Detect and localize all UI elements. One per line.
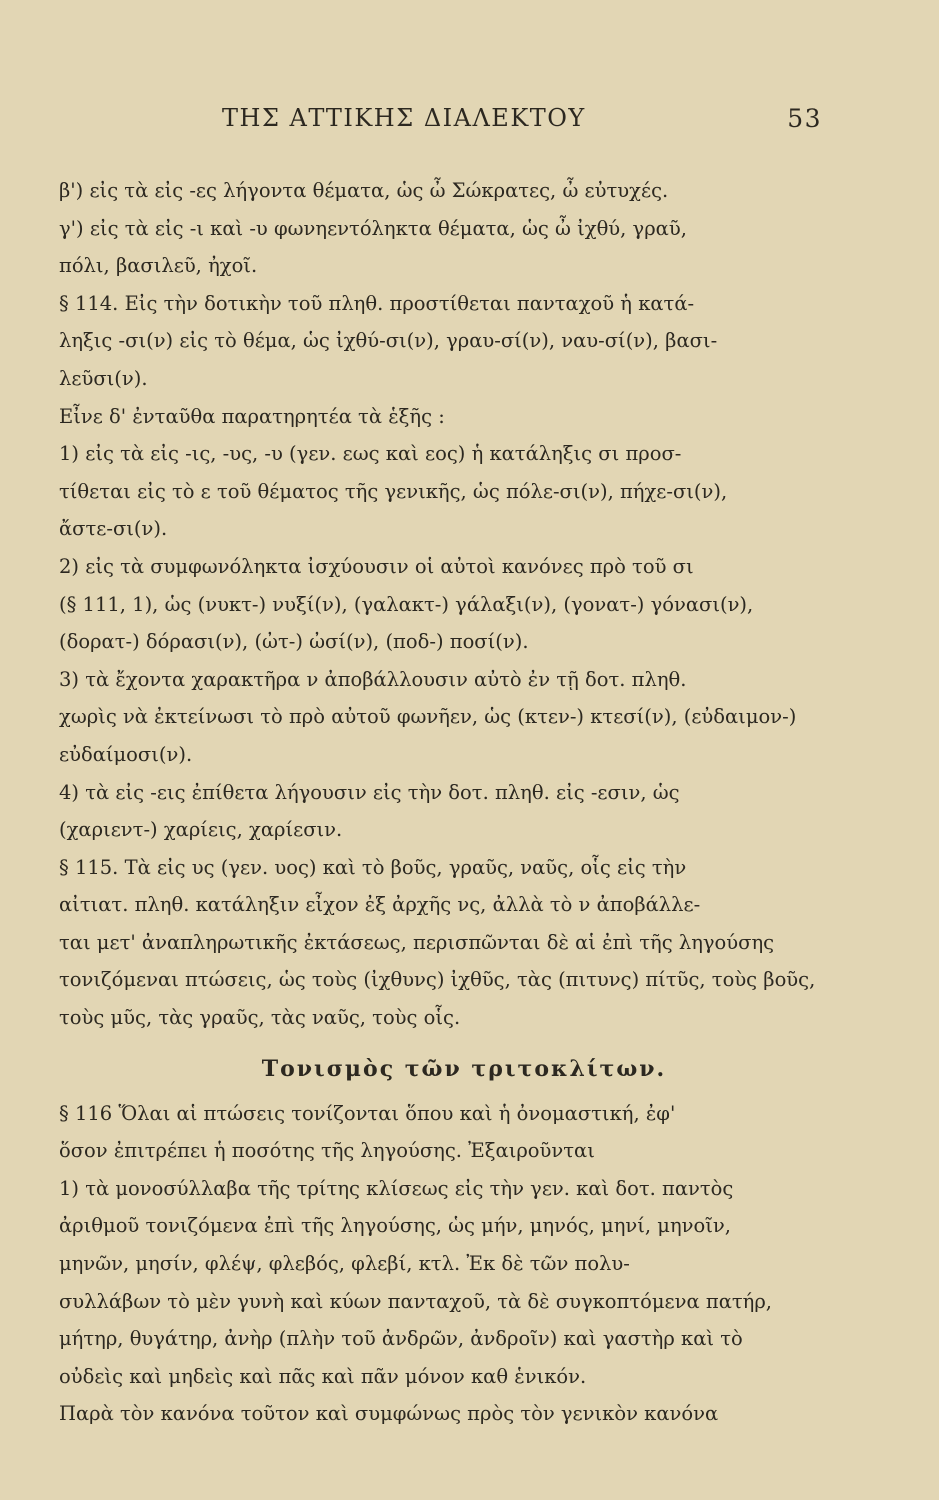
text-line: β') εἰς τὰ εἰς -ες λήγοντα θέματα, ὡς ὦ Σώκρατες, ὦ εὐτυχές. bbox=[59, 179, 669, 202]
text-line: § 116 Ὅλαι αἱ πτώσεις τονίζονται ὅπου καὶ ἡ ὀνομαστική, ἐφ' bbox=[59, 1101, 676, 1125]
text-line: Παρὰ τὸν κανόνα τοῦτον καὶ συμφώνως πρὸς τὸν γενικὸν κανόνα bbox=[59, 1402, 719, 1426]
text-line: ται μετ' ἀναπληρωτικῆς ἐκτάσεως, περισπῶνται δὲ αἱ ἐπὶ τῆς ληγούσης bbox=[59, 930, 775, 954]
text-line: ἄστε-σι(ν). bbox=[59, 517, 168, 541]
text-line: 1) τὰ μονοσύλλαβα τῆς τρίτης κλίσεως εἰς τὴν γεν. καὶ δοτ. παντὸς bbox=[59, 1176, 734, 1200]
text-line: οὐδεὶς καὶ μηδεὶς καὶ πᾶς καὶ πᾶν μόνον καθ ἑνικόν. bbox=[59, 1364, 587, 1388]
text-line: 1) εἰς τὰ εἰς -ις, -υς, -υ (γεν. εως καὶ εος) ἡ κατάληξις σι προσ- bbox=[59, 442, 682, 466]
text-line: λεῦσι(ν). bbox=[59, 366, 148, 390]
running-title: ΤΗΣ ΑΤΤΙΚΗΣ ΔΙΑΛΕΚΤΟΥ bbox=[222, 104, 586, 132]
text-line: τοὺς μῦς, τὰς γραῦς, τὰς ναῦς, τοὺς οἷς. bbox=[59, 1006, 461, 1030]
text-line: συλλάβων τὸ μὲν γυνὴ καὶ κύων πανταχοῦ, τὰ δὲ συγκοπτόμενα πατήρ, bbox=[59, 1289, 772, 1313]
text-line: ληξις -σι(ν) εἰς τὸ θέμα, ὡς ἰχθύ-σι(ν), γραυ-σί(ν), ναυ-σί(ν), βασι- bbox=[59, 329, 718, 353]
text-line: πόλι, βασιλεῦ, ἠχοῖ. bbox=[59, 254, 258, 278]
text-line: 4) τὰ εἰς -εις ἐπίθετα λήγουσιν εἰς τὴν δοτ. πληθ. εἰς -εσιν, ὡς bbox=[59, 780, 680, 804]
body-text bbox=[59, 172, 819, 1433]
section-heading: Τονισμὸς τῶν τριτοκλίτων. bbox=[261, 1055, 667, 1082]
text-line: (χαριεντ-) χαρίεις, χαρίεσιν. bbox=[59, 818, 343, 842]
text-line: εὐδαίμοσι(ν). bbox=[59, 742, 193, 766]
text-line: ὅσον ἐπιτρέπει ἡ ποσότης τῆς ληγούσης. Ἐξαιροῦνται bbox=[59, 1139, 595, 1163]
text-line: Εἶνε δ' ἐνταῦθα παρατηρητέα τὰ ἑξῆς : bbox=[59, 404, 445, 428]
text-line: αἰτιατ. πληθ. κατάληξιν εἶχον ἐξ ἀρχῆς νς, ἀλλὰ τὸ ν ἀποβάλλε- bbox=[59, 893, 701, 917]
text-line: 2) εἰς τὰ συμφωνόληκτα ἰσχύουσιν οἱ αὐτοὶ κανόνες πρὸ τοῦ σι bbox=[59, 554, 694, 578]
text-line: χωρὶς νὰ ἐκτείνωσι τὸ πρὸ αὐτοῦ φωνῆεν, ὡς (κτεν-) κτεσί(ν), (εὐδαιμον-) bbox=[59, 705, 797, 729]
text-line: γ') εἰς τὰ εἰς -ι καὶ -υ φωνηεντόληκτα θέματα, ὡς ὦ ἰχθύ, γραῦ, bbox=[59, 216, 687, 240]
text-line: (§ 111, 1), ὡς (νυκτ-) νυξί(ν), (γαλακτ-) γάλαξι(ν), (γονατ-) γόνασι(ν), bbox=[59, 592, 754, 616]
text-line: μήτηρ, θυγάτηρ, ἀνὴρ (πλὴν τοῦ ἀνδρῶν, ἀνδροῖν) καὶ γαστὴρ καὶ τὸ bbox=[59, 1327, 743, 1351]
running-header bbox=[222, 104, 822, 144]
text-line: ἀριθμοῦ τονιζόμενα ἐπὶ τῆς ληγούσης, ὡς μήν, μηνός, μηνί, μηνοῖν, bbox=[59, 1214, 731, 1238]
text-line: § 114. Εἰς τὴν δοτικὴν τοῦ πληθ. προστίθεται πανταχοῦ ἡ κατά- bbox=[59, 291, 695, 315]
text-line: τονιζόμεναι πτώσεις, ὡς τοὺς (ἰχθυνς) ἰχθῦς, τὰς (πιτυνς) πίτῦς, τοὺς βοῦς, bbox=[59, 968, 816, 992]
text-line: 3) τὰ ἔχοντα χαρακτῆρα ν ἀποβάλλουσιν αὐτὸ ἐν τῇ δοτ. πληθ. bbox=[59, 667, 687, 691]
page-number: 53 bbox=[787, 104, 822, 133]
text-line: § 115. Τὰ εἰς υς (γεν. υος) καὶ τὸ βοῦς, γραῦς, ναῦς, οἷς εἰς τὴν bbox=[59, 855, 687, 879]
text-line: μηνῶν, μησίν, φλέψ, φλεβός, φλεβί, κτλ. Ἐκ δὲ τῶν πολυ- bbox=[59, 1252, 630, 1276]
text-line: (δορατ-) δόρασι(ν), (ὠτ-) ὠσί(ν), (ποδ-) ποσί(ν). bbox=[59, 630, 529, 654]
text-line: τίθεται εἰς τὸ ε τοῦ θέματος τῆς γενικῆς, ὡς πόλε-σι(ν), πήχε-σι(ν), bbox=[59, 479, 728, 503]
